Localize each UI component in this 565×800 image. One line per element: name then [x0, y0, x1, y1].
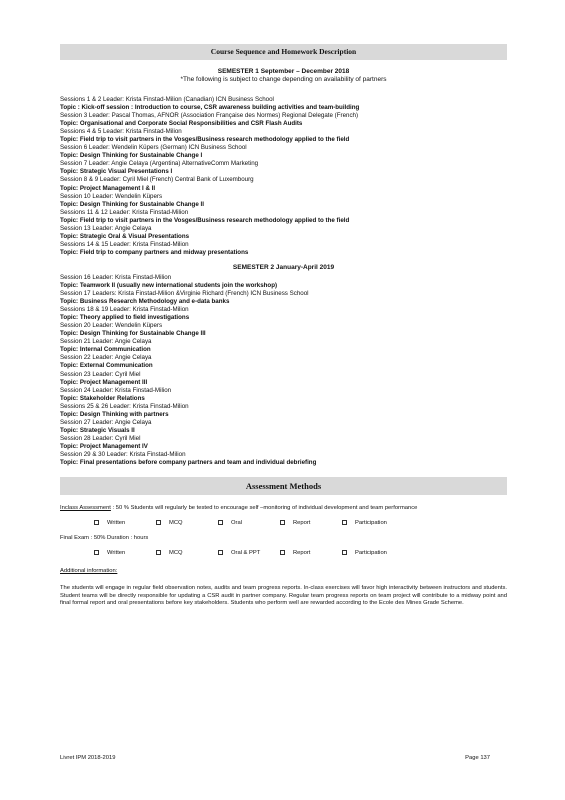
topic-line: Topic: Strategic Visual Presentations I [60, 168, 173, 176]
topic-line: Topic: Field trip to visit partners in the Vosges/Business research methodology applied to the field [60, 136, 350, 144]
footer-left: Livret IPM 2018-2019 [60, 755, 116, 761]
checkbox-label: Oral & PPT [231, 550, 261, 557]
session-line: Session 29 & 30 Leader: Krista Finstad-Milion [60, 450, 186, 458]
session-line: Session 23 Leader: Cyril Miel [60, 370, 141, 378]
final-checkboxes [94, 550, 507, 557]
assessment-checkbox[interactable] [94, 520, 156, 527]
session-line: Session 8 & 9 Leader: Cyril Miel (French) Central Bank of Luxembourg [60, 176, 254, 184]
topic-line: Topic: Theory applied to field investigations [60, 314, 190, 322]
topic-line: Topic: Field trip to visit partners in the Vosges/Business research methodology applied to the field [60, 216, 350, 224]
additional-info-label: Additional information: [60, 567, 118, 574]
session-line: Session 28 Leader: Cyril Miel [60, 434, 141, 442]
footer-page-number: Page 137 [465, 755, 490, 761]
topic-line: Topic: Design Thinking for Sustainable Change III [60, 330, 206, 338]
checkbox-label: Written [107, 550, 126, 557]
topic-line: Topic: Field trip to company partners and midway presentations [60, 248, 249, 256]
topic-line: Topic: Final presentations before company partners and team and individual debriefing [60, 459, 317, 467]
assessment-section [60, 505, 507, 607]
topic-line: Topic: Organisational and Corporate Social Responsibilities and CSR Flash Audits [60, 120, 303, 128]
page-footer [60, 755, 490, 761]
session-line: Session 20 Leader: Wendelin Küpers [60, 322, 163, 330]
topic-line: Topic: Project Management IV [60, 442, 148, 450]
assessment-checkbox[interactable] [280, 520, 342, 527]
topic-line: Topic: Project Management III [60, 378, 148, 386]
assessment-title: Assessment Methods [60, 477, 507, 495]
checkbox-label: Report [293, 520, 311, 527]
checkbox-icon[interactable] [156, 550, 161, 555]
final-exam-line: Final Exam : 50% Duration : hours [60, 534, 149, 541]
session-line: Session 3 Leader: Pascal Thomas, AFNOR (Association Française des Normes) Regional Delegate (French) [60, 112, 359, 120]
session-line: Session 10 Leader: Wendelin Küpers [60, 192, 163, 200]
session-line: Session 24 Leader: Krista Finstad-Milion [60, 386, 172, 394]
assessment-checkbox[interactable] [156, 520, 218, 527]
section-title: Course Sequence and Homework Description [60, 44, 507, 60]
inclass-text: : 50 % Students will regularly be tested to encourage self –monitoring of individual development and team performance [112, 505, 418, 512]
inclass-checkboxes [94, 520, 507, 527]
checkbox-icon[interactable] [218, 520, 223, 525]
assessment-checkbox[interactable] [342, 520, 404, 527]
session-line: Session 21 Leader: Angie Celaya [60, 338, 152, 346]
topic-line: Topic: Strategic Oral & Visual Presentations [60, 232, 190, 240]
assessment-checkbox[interactable] [342, 550, 404, 557]
assessment-checkbox[interactable] [94, 550, 156, 557]
session-line: Session 27 Leader: Angie Celaya [60, 418, 152, 426]
checkbox-label: Report [293, 550, 311, 557]
topic-line: Topic: Strategic Visuals II [60, 426, 135, 434]
checkbox-icon[interactable] [280, 520, 285, 525]
assessment-checkbox[interactable] [218, 550, 280, 557]
topic-line: Topic: Design Thinking for Sustainable Change I [60, 152, 203, 160]
checkbox-icon[interactable] [218, 550, 223, 555]
session-line: Session 13 Leader: Angie Celaya [60, 224, 152, 232]
session-line: Sessions 4 & 5 Leader: Krista Finstad-Milion [60, 128, 182, 136]
topic-line: Topic: Internal Communication [60, 346, 151, 354]
session-line: Session 17 Leaders: Krista Finstad-Milion &Virginie Richard (French) ICN Business School [60, 290, 309, 298]
checkbox-icon[interactable] [342, 520, 347, 525]
topic-line: Topic: Project Management I & II [60, 184, 156, 192]
session-line: Sessions 1 & 2 Leader: Krista Finstad-Milion (Canadian) ICN Business School [60, 96, 274, 103]
topic-line: Topic : Kick-off session : Introduction to course, CSR awareness building activities and team-building [60, 104, 360, 112]
session-line: Sessions 14 & 15 Leader: Krista Finstad-Milion [60, 240, 189, 248]
topic-line: Topic: External Communication [60, 362, 153, 370]
topic-line: Topic: Design Thinking for Sustainable Change II [60, 200, 204, 208]
session-line: Sessions 25 & 26 Leader: Krista Finstad-Milion [60, 402, 189, 410]
semester-1-sessions [60, 96, 507, 467]
checkbox-label: MCQ [169, 520, 183, 527]
topic-line: Topic: Teamwork II (usually new international students join the workshop) [60, 281, 278, 289]
session-line: Sessions 11 & 12 Leader: Krista Finstad-Milion [60, 208, 189, 216]
topic-line: Topic: Design Thinking with partners [60, 410, 169, 418]
session-line: Session 6 Leader: Wendelin Küpers (German) ICN Business School [60, 144, 247, 152]
availability-note: *The following is subject to change depending on availability of partners [180, 76, 387, 83]
topic-line: Topic: Stakeholder Relations [60, 394, 145, 402]
checkbox-icon[interactable] [94, 550, 99, 555]
session-line: Sessions 18 & 19 Leader: Krista Finstad-Milion [60, 306, 189, 314]
inclass-label: Inclass Assessment [60, 505, 111, 512]
document-page [60, 44, 507, 607]
session-line: Session 7 Leader: Angie Celaya (Argentina) AlternativeComm Marketing [60, 160, 259, 168]
semester-2-heading: SEMESTER 2 January-April 2019 [232, 263, 335, 271]
checkbox-label: Oral [231, 520, 242, 527]
assessment-checkbox[interactable] [156, 550, 218, 557]
checkbox-label: Written [107, 520, 126, 527]
additional-info-text: The students will engage in regular field observation notes, audits and team progress reports. In-class exercises will favor high interactivity between instructors and students. Student teams will be directly responsible for updating a CSR audit in partner company. Regular team progress reports on team project will contribute to a midway point and final formal report and oral presentations before key stakeholders. Students who perform well are rewarded according to the Ecole des Mines Grade Scheme. [60, 585, 507, 606]
assessment-checkbox[interactable] [280, 550, 342, 557]
checkbox-label: MCQ [169, 550, 183, 557]
session-line: Session 22 Leader: Angie Celaya [60, 354, 152, 362]
checkbox-label: Participation [355, 550, 387, 557]
session-line: Session 16 Leader: Krista Finstad-Milion [60, 273, 172, 281]
checkbox-icon[interactable] [156, 520, 161, 525]
checkbox-icon[interactable] [280, 550, 285, 555]
assessment-checkbox[interactable] [218, 520, 280, 527]
checkbox-label: Participation [355, 520, 387, 527]
topic-line: Topic: Business Research Methodology and e-data banks [60, 298, 230, 306]
checkbox-icon[interactable] [94, 520, 99, 525]
checkbox-icon[interactable] [342, 550, 347, 555]
semester-1-heading: SEMESTER 1 September – December 2018 [217, 68, 350, 75]
